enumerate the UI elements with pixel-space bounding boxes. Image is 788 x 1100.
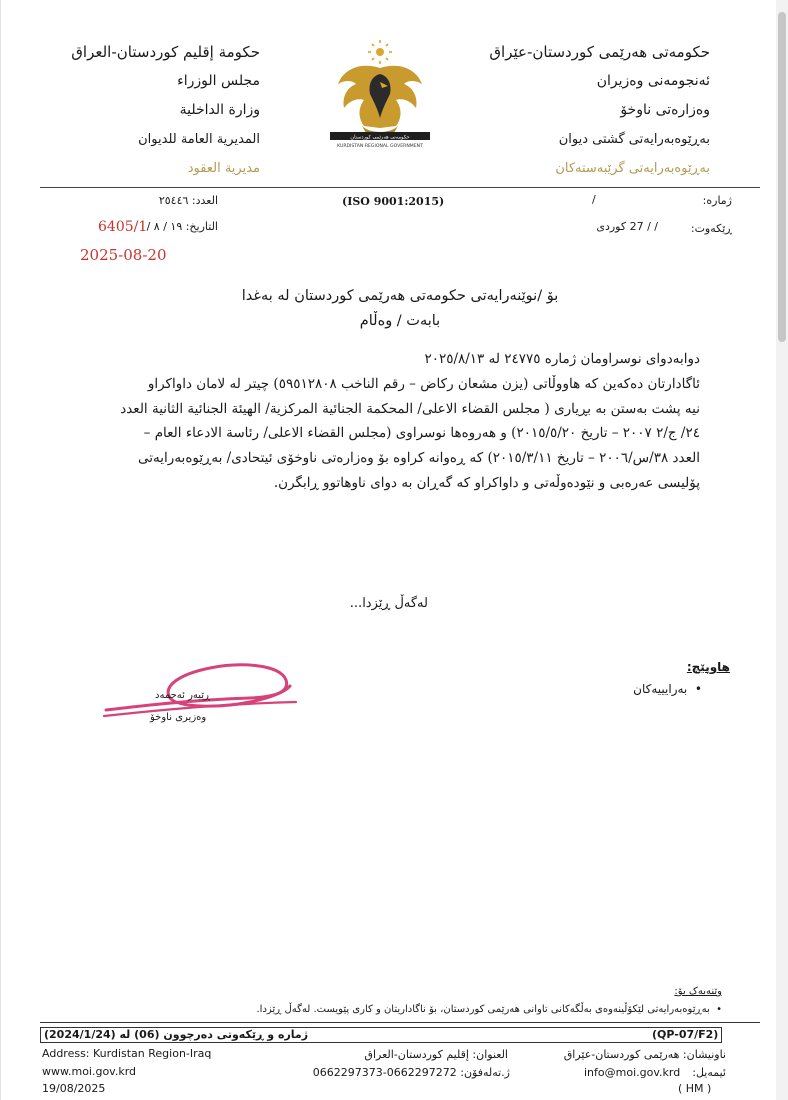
body-line: پۆلیسی عەرەبی و نێودەوڵەتی و داواکراو کە گەڕان بە دوای ناوهاتوو ڕابگرن. — [273, 474, 700, 491]
body-line: العدد ٣٨/س/٢٠٠٦ – تاريخ ٢٠١٥/٣/١١) کە ڕەوانە کراوە بۆ وەزارەتی ناوخۆی ئیتحادی/ بەڕێوەبەرایەتی — [138, 450, 700, 467]
signatory-name: ڕێبەر ئەحمەد — [155, 690, 211, 701]
address-arabic: العنوان: إقليم كوردستان-العراق — [364, 1048, 508, 1061]
footer-divider — [40, 1022, 760, 1023]
header-arabic — [20, 38, 260, 183]
stamp-date: 2025-08-20 — [80, 246, 167, 264]
attachment-item-label: بەرایییەکان — [633, 682, 688, 696]
number-label-kurdish: ژمارە: — [702, 194, 732, 207]
form-reference: ژمارە و ڕێکەوتی دەرچوون (06) لە (2024/1/24) — [44, 1028, 309, 1041]
sun-icon — [368, 40, 392, 64]
stamp-number: 6405/1 — [98, 219, 148, 235]
iso-label: (ISO 9001:2015) — [342, 195, 445, 208]
website-link[interactable]: www.moi.gov.krd — [42, 1065, 137, 1078]
subject-line: بابەت / وەڵام — [359, 313, 441, 329]
form-code: (QP-07/F2) — [652, 1028, 719, 1041]
copies-title: وێنەیەک بۆ: — [674, 986, 722, 997]
header-kurdish-line5: بەڕێوەبەرایەتی گرێبەستەکان — [555, 161, 710, 176]
address-kurdish: ناونیشان: هەرێمی کوردستان-عێراق — [563, 1048, 726, 1061]
header-kurdish-line2: ئەنجومەنی وەزیران — [596, 73, 710, 89]
body-line: نیە پشت بەستن بە بڕیاری ( مجلس القضاء الاعلى/ المحكمة الجنائية المركزية/ الهيئة الجنائية الثانية العدد — [120, 400, 700, 417]
header-kurdish-line1: حكومەتی هەرێمی کوردستان-عێراق — [489, 43, 710, 61]
attachment-item — [633, 682, 702, 696]
emblem-banner-text: حکومەتی هەرێمی کوردستان — [350, 134, 410, 141]
bullet-icon: • — [687, 682, 702, 696]
bullet-icon: • — [709, 1004, 722, 1015]
header-divider — [40, 187, 760, 188]
body-line: ئاگادارتان دەکەین کە هاووڵاتی (یزن مشعان رکاض – رقم الناخب ٥٩٥١٢٨٠٨) چیتر لە لامان داواکراو — [147, 375, 700, 392]
header-arabic-line5: مديرية العقود — [187, 161, 260, 176]
email-link[interactable]: info@moi.gov.krd — [584, 1066, 681, 1079]
date-value-kurdish: / / 27 کوردی — [596, 220, 658, 233]
closing-regards: لەگەڵ ڕێزدا... — [349, 596, 428, 611]
body-line: ٢٤/ ج/٢ ٢٠٠٧ – تاريخ ٢٠١٥/٥/٢٠) و هەروەها نوسراوی (مجلس القضاء الاعلى/ رئاسة الادعاء العام – — [143, 425, 700, 442]
copies-item — [102, 1004, 722, 1015]
author-initials: ( HM ) — [678, 1082, 712, 1095]
header-kurdish — [460, 38, 710, 183]
header-arabic-line3: وزارة الداخلية — [179, 102, 260, 118]
number-label-arabic: العدد: ٢٥٤٤٦ — [158, 194, 218, 207]
emblem-caption: KURDISTAN REGIONAL GOVERNMENT — [337, 144, 423, 149]
scrollbar-thumb[interactable] — [778, 12, 786, 342]
krg-emblem-logo — [322, 40, 438, 152]
printed-date: 19/08/2025 — [42, 1082, 106, 1095]
date-label-arabic: التاريخ: ١٩ / ٨ / — [146, 220, 218, 233]
header-kurdish-line3: وەزارەتی ناوخۆ — [620, 102, 710, 118]
header-arabic-line1: حكومة إقليم كوردستان-العراق — [71, 43, 260, 61]
phone-numbers: ژ.تەلەفۆن: 0662297272-0662297373 — [312, 1066, 510, 1079]
header-kurdish-line4: بەڕێوەبەرایەتی گشتی دیوان — [558, 132, 710, 147]
date-label-kurdish: ڕێکەوت: — [690, 222, 732, 235]
letter-body — [80, 347, 700, 496]
address-english: Address: Kurdistan Region-Iraq — [42, 1047, 212, 1060]
number-value-kurdish: / — [592, 193, 596, 206]
signatory-title: وەزیری ناوخۆ — [150, 712, 207, 723]
email-label: ئیمەیل: — [692, 1066, 726, 1079]
eagle-icon — [338, 66, 422, 139]
addressee: بۆ /نوێنەرایەتی حکومەتی هەرێمی کوردستان لە بەغدا — [241, 288, 559, 304]
body-line: دوابەدوای نوسراومان ژمارە ٢٤٧٧٥ لە ٢٠٢٥/٨/١٣ — [424, 351, 700, 367]
copies-item-label: بەڕێوەبەرایەتی لێکۆڵینەوەی بەڵگەکانی تاوانی هەرێمی کوردستان، بۆ ناگاداریتان و کاری پێویست. لەگەڵ ڕێزدا. — [256, 1004, 710, 1015]
attachments-title: هاوپێچ: — [686, 660, 730, 674]
header-arabic-line4: المديرية العامة للديوان — [138, 132, 260, 147]
header-arabic-line2: مجلس الوزراء — [177, 73, 260, 89]
